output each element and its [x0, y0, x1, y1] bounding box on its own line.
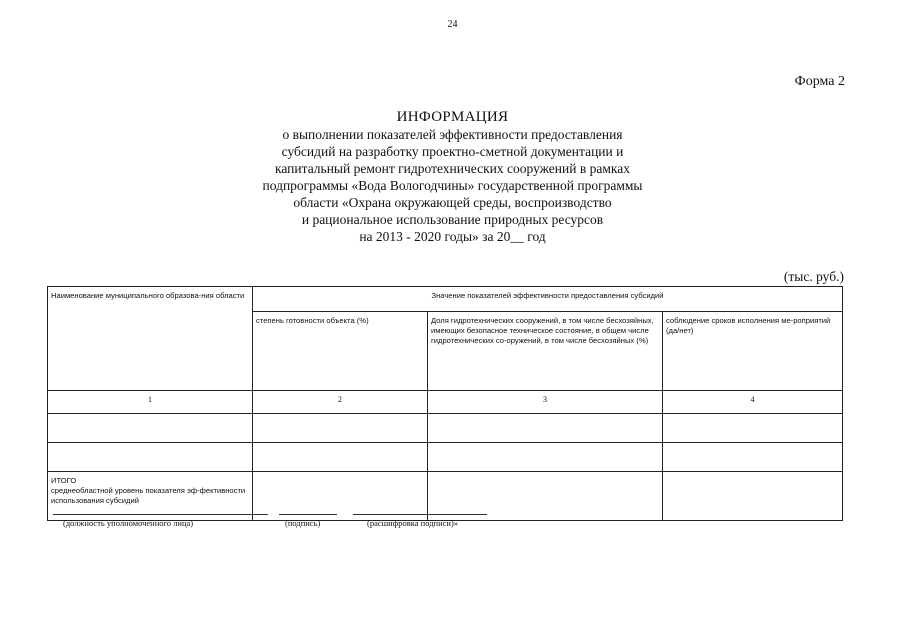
- table-row: [48, 414, 843, 443]
- table-cell: [48, 443, 253, 472]
- signature-line: [279, 514, 337, 515]
- units-label: (тыс. руб.): [783, 269, 844, 284]
- deadlines-column-header: соблюдение сроков исполнения ме-роприятий (да/нет): [663, 312, 843, 391]
- report-table: [47, 286, 843, 521]
- column-number: 3: [428, 391, 663, 414]
- subtitle-line: субсидий на разработку проектно-сметной документации и: [281, 144, 624, 159]
- municipality-column-header: Наименование муниципального образова-ния области: [48, 287, 253, 391]
- column-number: 4: [663, 391, 843, 414]
- form-label: Форма 2: [794, 74, 845, 89]
- signature-label: (подпись): [285, 518, 321, 528]
- total-description: среднеобластной уровень показателя эф-фективности использования субсидий: [51, 486, 246, 505]
- table-cell: [663, 414, 843, 443]
- position-label: (должность уполномоченного лица): [63, 518, 194, 528]
- safe-structures-column-header: Доля гидротехнических сооружений, в том числе бесхозяйных, имеющих безопасное техническое состояние, в общем числе гидротехнических со-оружений, в том числе бесхозяйных (%): [428, 312, 663, 391]
- position-signature-line: [53, 514, 268, 515]
- subtitle-line: и рациональное использование природных ресурсов: [301, 212, 604, 227]
- page-number: 24: [447, 19, 458, 30]
- subtitle-line: подпрограммы «Вода Вологодчины» государственной программы: [262, 178, 643, 193]
- table-cell: [48, 414, 253, 443]
- table-cell: [428, 414, 663, 443]
- title-block: [0, 108, 905, 245]
- table-cell: [663, 443, 843, 472]
- column-number: 2: [253, 391, 428, 414]
- signature-decoding-label: (расшифровка подписи)»: [367, 518, 459, 528]
- table-cell: [253, 443, 428, 472]
- document-title: ИНФОРМАЦИЯ: [396, 109, 509, 125]
- column-number: 1: [48, 391, 253, 414]
- table-row: [48, 443, 843, 472]
- table-cell: [428, 443, 663, 472]
- subtitle-line: о выполнении показателей эффективности предоставления: [282, 127, 623, 142]
- total-label: ИТОГО: [51, 476, 77, 485]
- subtitle-line: области «Охрана окружающей среды, воспроизводство: [293, 195, 612, 210]
- subtitle-line: на 2013 - 2020 годы» за 20__ год: [359, 229, 546, 244]
- name-signature-line: [353, 514, 487, 515]
- column-number-row: [48, 391, 843, 414]
- readiness-column-header: степень готовности объекта (%): [253, 312, 428, 391]
- subtitle-line: капитальный ремонт гидротехнических сооружений в рамках: [275, 161, 630, 176]
- table-cell: [663, 472, 843, 521]
- table-header-row: [48, 287, 843, 312]
- indicators-group-header: Значение показателей эффективности предоставления субсидий: [253, 287, 843, 312]
- table-cell: [253, 414, 428, 443]
